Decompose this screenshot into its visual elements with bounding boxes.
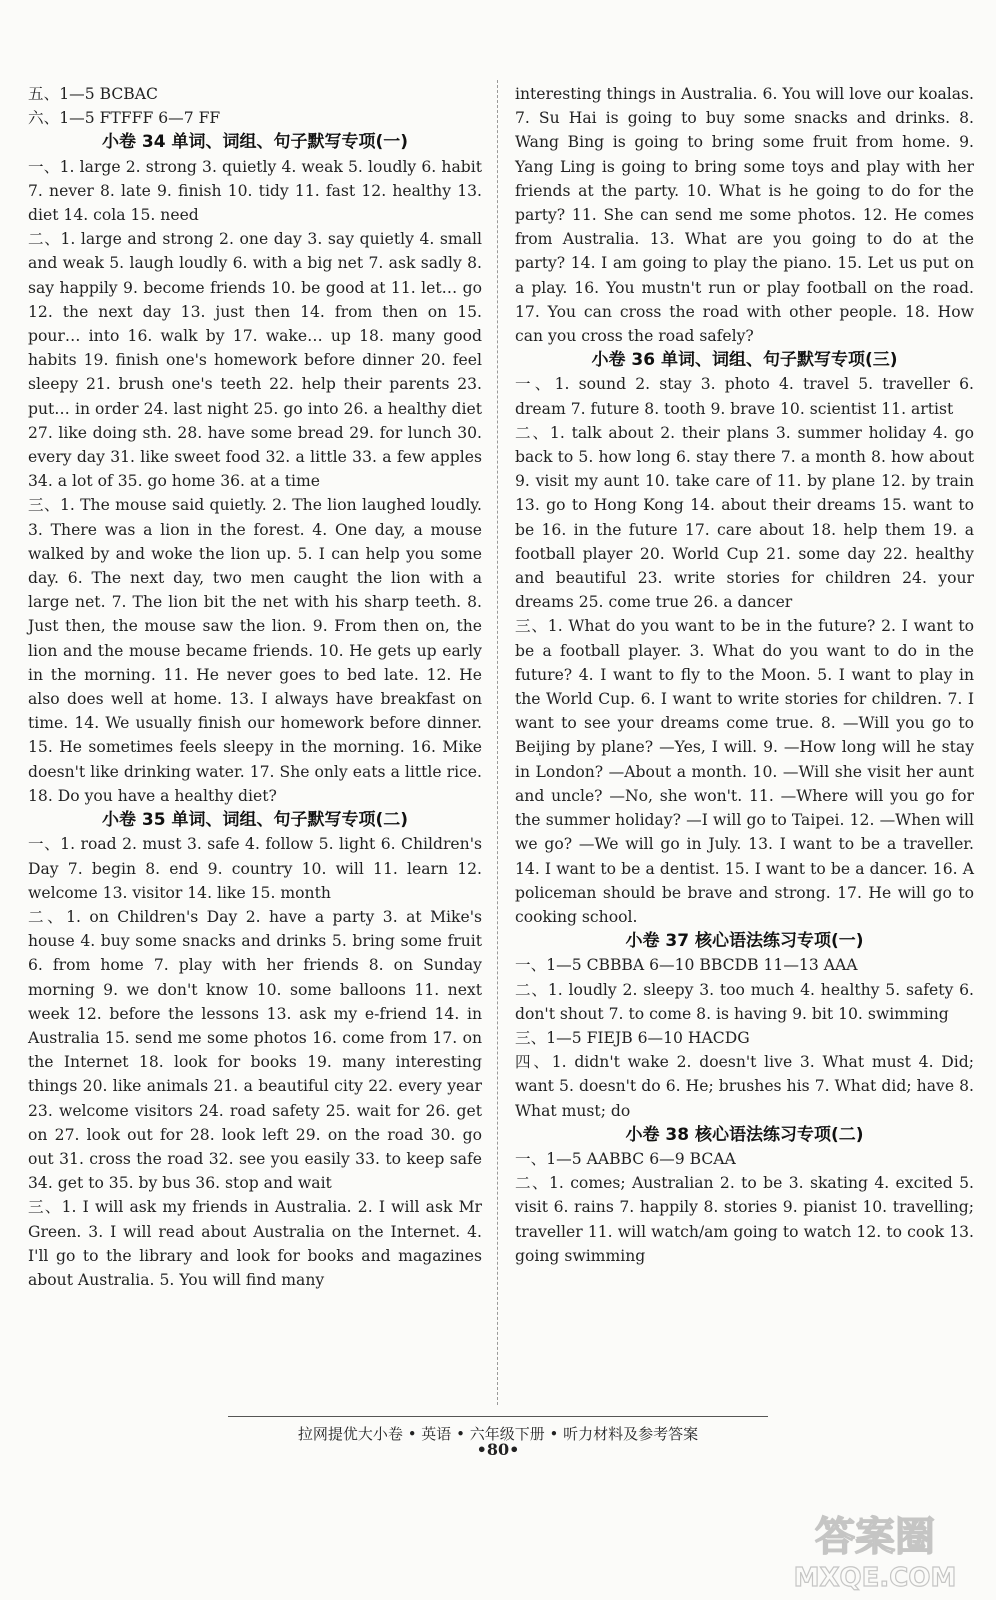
footer-caption: 拉网提优大小卷 • 英语 • 六年级下册 • 听力材料及参考答案 bbox=[297, 1425, 699, 1443]
answer-paragraph: 四、1. didn't wake 2. doesn't live 3. What must 4. Did; want 5. doesn't do 6. He; brushes his 7. What did; have 8. What must; do bbox=[515, 1053, 974, 1120]
section-heading: 小卷 38 核心语法练习专项(二) bbox=[625, 1124, 864, 1145]
answer-paragraph: 二、1. on Children's Day 2. have a party 3. at Mike's house 4. buy some snacks and drinks 5. bring some fruit 6. from home 7. play with her friends 8. on Sunday morning 9. we don't know 10. some balloons 11. next week 12. before the lessons 13. ask my e-friend 14. in Australia 15. send me some photos 16. come from 17. on the Internet 18. look for books 19. many interesting things 20. like animals 21. a beautiful city 22. every year 23. welcome visitors 24. road safety 25. wait for 26. get on 27. look out for 28. look left 29. on the road 30. go out 31. cross the road 32. see you easily 33. to keep safe 34. get to 35. by bus 36. stop and wait bbox=[28, 907, 482, 1193]
answer-paragraph: 二、1. loudly 2. sleepy 3. too much 4. healthy 5. safety 6. don't shout 7. to come 8. is having 9. bit 10. swimming bbox=[515, 980, 974, 1023]
answer-paragraph: 二、1. talk about 2. their plans 3. summer holiday 4. go back to 5. how long 6. stay there 7. a month 8. how about 9. visit my aunt 10. take care of 11. by plane 12. by train 13. go to Hong Kong 14. about their dreams 15. want to be 16. in the future 17. care about 18. help them 19. a football player 20. World Cup 21. some day 22. healthy and beautiful 23. write stories for children 24. your dreams 25. come true 26. a dancer bbox=[515, 423, 974, 612]
right-column bbox=[515, 82, 974, 1268]
answer-paragraph: 三、1—5 FIEJB 6—10 HACDG bbox=[515, 1028, 750, 1047]
answer-paragraph: 六、1—5 FTFFF 6—7 FF bbox=[28, 109, 221, 128]
section-heading: 小卷 36 单词、词组、句子默写专项(三) bbox=[591, 350, 898, 371]
section-heading: 小卷 37 核心语法练习专项(一) bbox=[625, 931, 864, 952]
answer-paragraph: 一、1. road 2. must 3. safe 4. follow 5. light 6. Children's Day 7. begin 8. end 9. country 10. will 11. learn 12. welcome 13. visitor 14. like 15. month bbox=[28, 835, 482, 902]
watermark-cn: 答案圈 bbox=[815, 1514, 935, 1560]
answer-paragraph: 一、1—5 AABBC 6—9 BCAA bbox=[515, 1149, 736, 1168]
answer-paragraph: 三、1. What do you want to be in the future? 2. I want to be a football player. 3. What do you want to do in the future? 4. I want to fly to the Moon. 5. I want to play in the World Cup. 6. I want to write stories for children. 7. I want to see your dreams come true. 8. —Will you go to Beijing by plane? —Yes, I will. 9. —How long will he stay in London? —About a month. 10. —Will she visit her aunt and uncle? —No, she won't. 11. —Where will you go for the summer holiday? —I will go to Taipei. 12. —When will we go? —We will go in July. 13. I want to be a traveller. 14. I want to be a dentist. 15. I want to be a dancer. 16. A policeman should be brave and strong. 17. He will go to cooking school. bbox=[515, 617, 974, 926]
answer-paragraph: 三、1. The mouse said quietly. 2. The lion laughed loudly. 3. There was a lion in the forest. 4. One day, a mouse walked by and woke the lion up. 5. I can help you some day. 6. The next day, two men caught the lion with a large net. 7. The lion bit the net with his sharp teeth. 8. Just then, the mouse saw the lion. 9. From then on, the lion and the mouse became friends. 10. He gets up early in the morning. 11. He never goes to bed late. 12. He also does well at home. 13. I always have breakfast on time. 14. We usually finish our homework before dinner. 15. He sometimes feels sleepy in the morning. 16. Mike doesn't like drinking water. 17. She only eats a little rice. 18. Do you have a healthy diet? bbox=[28, 496, 482, 805]
footer-rule bbox=[228, 1416, 768, 1417]
section-heading: 小卷 35 单词、词组、句子默写专项(二) bbox=[101, 810, 409, 831]
answer-paragraph: 一、1. large 2. strong 3. quietly 4. weak 5. loudly 6. habit 7. never 8. late 9. finish 10. tidy 11. fast 12. healthy 13. diet 14. cola 15. need bbox=[28, 157, 482, 225]
section-heading: 小卷 34 单词、词组、句子默写专项(一) bbox=[101, 132, 409, 153]
answer-paragraph: 五、1—5 BCBAC bbox=[28, 85, 158, 103]
column-divider bbox=[497, 80, 498, 1405]
answer-paragraph: 三、1. I will ask my friends in Australia. 2. I will ask Mr Green. 3. I will read about Australia on the Internet. 4. I'll go to the library and look for books and magazines about Australia. 5. You will find many bbox=[28, 1198, 482, 1289]
answer-paragraph: 一、1. sound 2. stay 3. photo 4. travel 5. traveller 6. dream 7. future 8. tooth 9. brave 10. scientist 11. artist bbox=[515, 375, 974, 418]
answer-paragraph: 二、1. comes; Australian 2. to be 3. skating 4. excited 5. visit 6. rains 7. happily 8. stories 9. pianist 10. travelling; traveller 11. will watch/am going to watch 12. to cook 13. going swimming bbox=[515, 1174, 974, 1265]
answer-paragraph: 一、1—5 CBBBA 6—10 BBCDB 11—13 AAA bbox=[515, 956, 858, 975]
watermark-logo bbox=[770, 1506, 980, 1592]
answer-paragraph: interesting things in Australia. 6. You will love our koalas. 7. Su Hai is going to buy some snacks and drinks. 8. Wang Bing is going to bring some fruit from home. 9. Yang Ling is going to bring some toys and play with her friends at the party. 10. What is he going to do for the party? 11. She can send me some photos. 12. He comes from Australia. 13. What are you going to do at the party? 14. I am going to play the piano. 15. Let us put on a play. 16. You mustn't run or play football on the road. 17. You can cross the road with other people. 18. How can you cross the road safely? bbox=[515, 85, 974, 346]
watermark-url: MXQE.COM bbox=[793, 1563, 957, 1592]
answer-paragraph: 二、1. large and strong 2. one day 3. say quietly 4. small and weak 5. laugh loudly 6. with a big net 7. ask sadly 8. say happily 9. become friends 10. be good at 11. let… go 12. the next day 13. just then 14. from then on 15. pour… into 16. walk by 17. wake… up 18. many good habits 19. finish one's homework before dinner 20. feel sleepy 21. brush one's teeth 22. help their parents 23. put… in order 24. last night 25. go into 26. a healthy diet 27. like doing sth. 28. have some bread 29. for lunch 30. every day 31. like sweet food 32. a little 33. a few apples 34. a lot of 35. go home 36. at a time bbox=[28, 230, 482, 491]
left-column bbox=[28, 82, 482, 1292]
page-number: •80• bbox=[476, 1440, 520, 1459]
